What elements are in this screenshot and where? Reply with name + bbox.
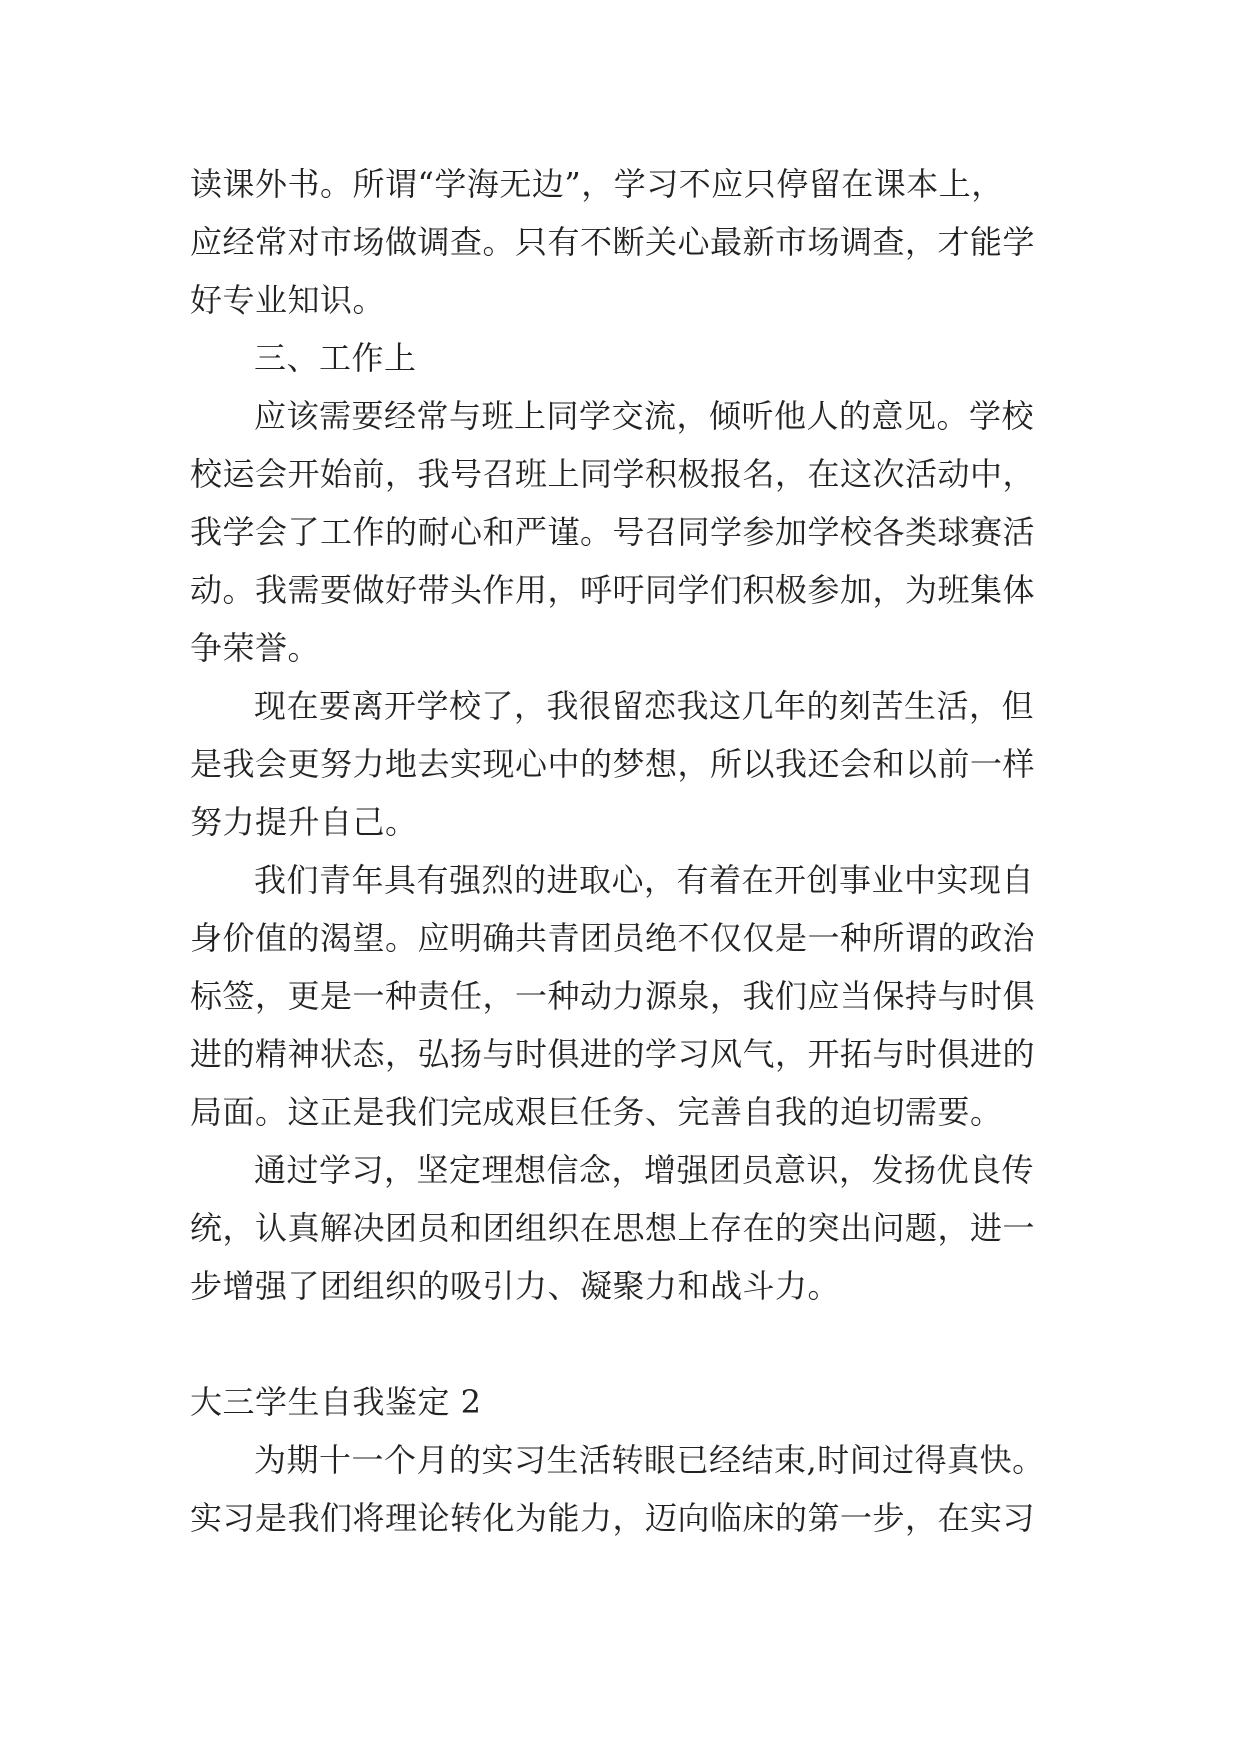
text-line: 统，认真解决团员和团组织在思想上存在的突出问题，进一 (190, 1209, 1036, 1247)
paragraph-internship (190, 1431, 1060, 1547)
heading-work: 三、工作上 (254, 339, 417, 377)
text-line: 进的精神状态，弘扬与时俱进的学习风气，开拓与时俱进的 (190, 1035, 1036, 1073)
paragraph-youth (190, 851, 1060, 1141)
text-line: 我学会了工作的耐心和严谨。号召同学参加学校各类球赛活 (190, 513, 1036, 551)
text-line: 好专业知识。 (190, 281, 386, 319)
text-line: 我们青年具有强烈的进取心，有着在开创事业中实现自 (254, 861, 1035, 899)
paragraph-leaving-school (190, 677, 1060, 851)
text-line: 努力提升自己。 (190, 803, 418, 841)
paragraph-work (190, 387, 1060, 677)
text-line: 读课外书。所谓“学海无边”，学习不应只停留在课本上， (190, 165, 1004, 203)
document-body (190, 155, 1060, 1547)
text-line: 是我会更努力地去实现心中的梦想，所以我还会和以前一样 (190, 745, 1036, 783)
text-line: 步增强了团组织的吸引力、凝聚力和战斗力。 (190, 1267, 841, 1305)
text-line: 局面。这正是我们完成艰巨任务、完善自我的迫切需要。 (190, 1093, 1003, 1131)
paragraph-study-continuation (190, 155, 1060, 329)
text-line: 为期十一个月的实习生活转眼已经结束,时间过得真快。 (254, 1441, 1045, 1479)
text-line: 争荣誉。 (190, 629, 321, 667)
section-title: 大三学生自我鉴定 2 (190, 1383, 482, 1421)
text-line: 应经常对市场做调查。只有不断关心最新市场调查，才能学 (190, 223, 1036, 261)
text-line: 身价值的渴望。应明确共青团员绝不仅仅是一种所谓的政治 (190, 919, 1036, 957)
text-line: 标签，更是一种责任，一种动力源泉，我们应当保持与时俱 (190, 977, 1036, 1015)
text-line: 应该需要经常与班上同学交流，倾听他人的意见。学校 (254, 397, 1035, 435)
text-line: 现在要离开学校了，我很留恋我这几年的刻苦生活，但 (254, 687, 1035, 725)
text-line: 校运会开始前，我号召班上同学积极报名，在这次活动中， (190, 455, 1036, 493)
paragraph-learning (190, 1141, 1060, 1315)
text-line: 动。我需要做好带头作用，呼吁同学们积极参加，为班集体 (190, 571, 1036, 609)
text-line: 实习是我们将理论转化为能力，迈向临床的第一步，在实习 (190, 1499, 1036, 1537)
text-line: 通过学习，坚定理想信念，增强团员意识，发扬优良传 (254, 1151, 1035, 1189)
